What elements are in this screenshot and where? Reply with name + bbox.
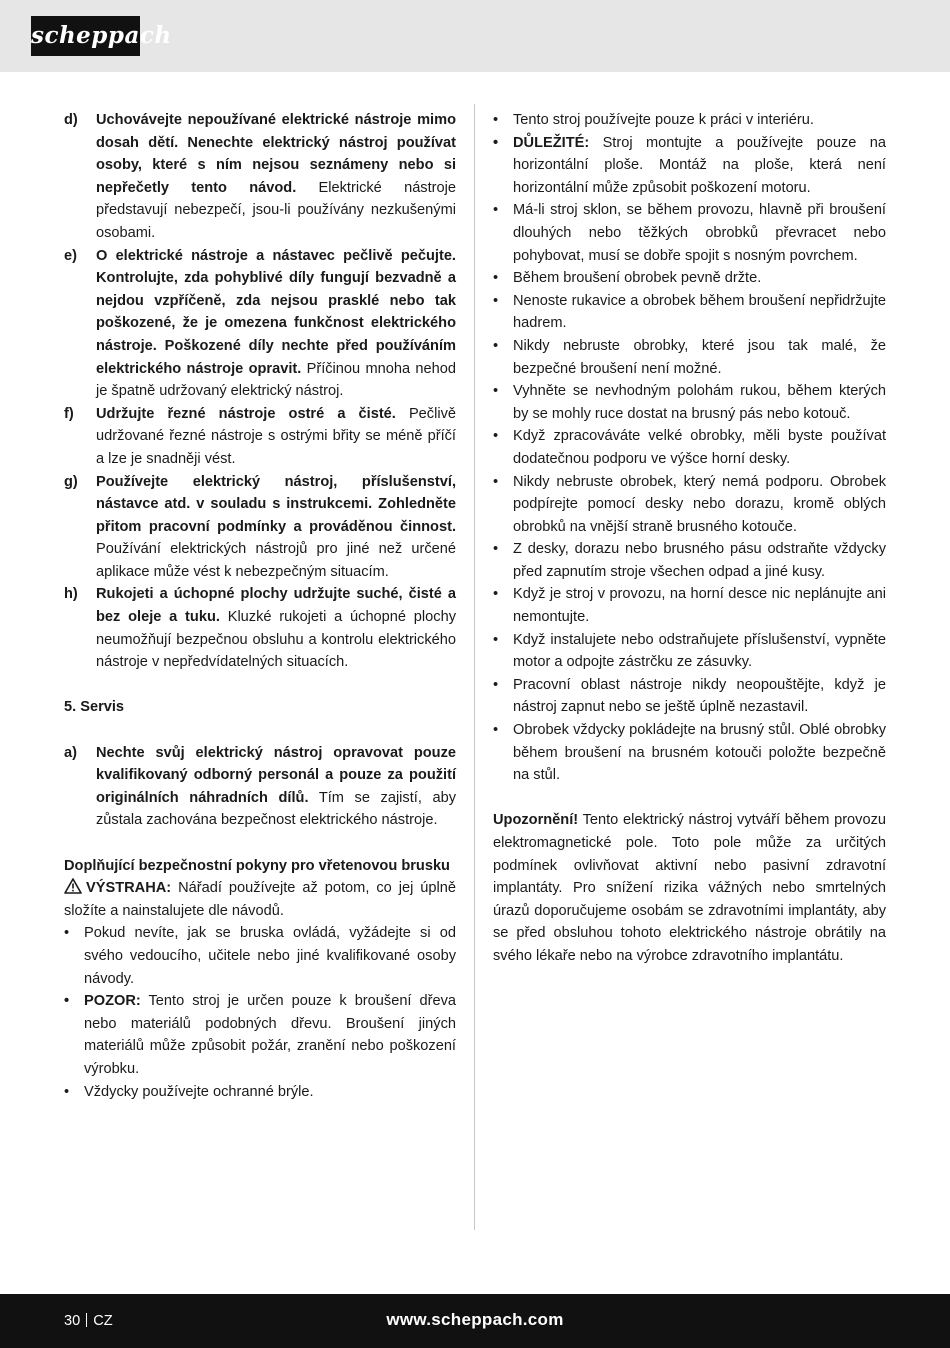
item-bold-text: POZOR: [84, 993, 141, 1010]
item-text [96, 109, 456, 245]
item-bold-text: Nechte svůj elektrický nástroj opravovat pouze kvalifikovaný odborný personál a pouze za použití originálních náhradních dílů. [96, 744, 456, 806]
list-item-h [64, 583, 456, 673]
column-divider [474, 104, 475, 1230]
page-number: 30 [64, 1313, 81, 1329]
warning-triangle-icon [64, 878, 82, 894]
item-plain-text: Tím se zajistí, aby zůstala zachována bezpečnost elektrického nástroje. [96, 789, 456, 829]
item-text [513, 290, 886, 335]
item-plain-text: Používání elektrických nástrojů pro jiné než určené aplikace může vést k nebezpečným situacím. [96, 541, 456, 580]
list-item [493, 132, 886, 200]
list-item [493, 471, 886, 539]
item-text [96, 742, 456, 832]
item-plain-text: Když instalujete nebo odstraňujete příslušenství, vypněte motor a odpojte zástrčku ze zásuvky. [513, 631, 886, 671]
item-plain-text: Nikdy nebruste obrobek, který nemá podporu. Obrobek podpírejte pomocí desky nebo dorazu, kromě oblých obrobků na vnější straně brusného kotouče. [513, 473, 886, 535]
item-plain-text: Pokud nevíte, jak se bruska ovládá, vyžádejte si od svého vedoucího, učitele nebo jiné kvalifikované osoby návody. [84, 925, 456, 987]
bullet-icon: • [64, 1083, 70, 1100]
bullet-icon: • [493, 270, 499, 287]
list-item-f [64, 403, 456, 471]
page-header [0, 0, 950, 72]
item-plain-text: Příčinou mnoha nehod je špatně udržovaný elektrický nástroj. [96, 360, 456, 400]
list-item [493, 335, 886, 380]
item-plain-text: Tento stroj používejte pouze k práci v interiéru. [513, 112, 814, 128]
notice-label: Upozornění! [493, 812, 579, 829]
item-text [96, 583, 456, 673]
bullet-icon: • [493, 292, 499, 309]
bullet-icon: • [493, 202, 499, 219]
item-label: a) [64, 744, 77, 761]
list-item-servis-a [64, 742, 456, 832]
item-bold-text: Rukojeti a úchopné plochy udržujte suché, čisté a bez oleje a tuku. [96, 586, 456, 626]
item-label: e) [64, 247, 77, 264]
item-plain-text: Když je stroj v provozu, na horní desce nic neplánujte ani nemontujte. [513, 586, 886, 626]
item-bold-text: Používejte elektrický nástroj, příslušenství, nástavce atd. v souladu s instrukcemi. Zohledněte přitom pracovní podmínky a prováděnou činnost. [96, 473, 456, 535]
item-plain-text: Když zpracováváte velké obrobky, měli byste používat dodatečnou podporu ve výšce horní desky. [513, 428, 886, 467]
item-text [84, 922, 456, 990]
item-text [513, 267, 886, 290]
section-heading-additional-safety: Doplňující bezpečnostní pokyny pro vřetenovou brusku [64, 857, 450, 874]
website-link[interactable]: www.scheppach.com [386, 1310, 564, 1329]
bullet-icon: • [493, 541, 499, 558]
item-label: h) [64, 586, 78, 603]
item-text [513, 425, 886, 470]
item-text [513, 109, 886, 132]
item-plain-text: Pečlivě udržované řezné nástroje s ostrými břity se méně příčí a lze je snadněji vést. [96, 405, 456, 467]
emf-notice-paragraph [493, 809, 886, 967]
bullet-icon: • [493, 383, 499, 400]
page-footer [0, 1294, 950, 1348]
list-item [493, 583, 886, 628]
list-item-g [64, 471, 456, 584]
bullet-icon: • [493, 428, 499, 445]
bullet-icon: • [493, 112, 499, 128]
list-item [493, 425, 886, 470]
item-text [84, 990, 456, 1080]
bullet-icon: • [64, 993, 70, 1010]
item-text [513, 380, 886, 425]
item-text [96, 403, 456, 471]
list-item [493, 290, 886, 335]
item-plain-text: Obrobek vždycky pokládejte na brusný stůl. Oblé obrobky během broušení na brusném kotouči položte bezpečně na stůl. [513, 722, 886, 784]
section-heading-servis: 5. Servis [64, 699, 125, 716]
item-plain-text: Elektrické nástroje představují nebezpečí, jsou-li používány nezkušenými osobami. [96, 179, 456, 241]
list-item [493, 629, 886, 674]
bullet-icon: • [493, 473, 499, 490]
item-plain-text: Má-li stroj sklon, se během provozu, hlavně při broušení dlouhých nebo těžkých obrobků převracet nebo pohybovat, musí se dobře spojit s nosným povrchem. [513, 202, 886, 264]
item-text [513, 674, 886, 719]
item-bold-text: Uchovávejte nepoužívané elektrické nástroje mimo dosah dětí. Nenechte elektrický nástroj používat osoby, které s ním nejsou seznámeny nebo si nepřečetly tento návod. [96, 112, 456, 196]
item-text [513, 719, 886, 787]
left-column [64, 109, 456, 1103]
item-plain-text: Nikdy nebruste obrobky, které jsou tak malé, že bezpečné broušení není možné. [513, 337, 886, 377]
item-bold-text: DŮLEŽITÉ: [513, 134, 590, 151]
item-plain-text: Stroj montujte a používejte pouze na horizontální ploše. Montáž na ploše, která není horizontální může způsobit poškození motoru. [513, 134, 886, 196]
item-text [513, 629, 886, 674]
item-plain-text: Během broušení obrobek pevně držte. [513, 270, 762, 287]
list-item [493, 719, 886, 787]
warning-paragraph [64, 877, 456, 922]
bullet-icon: • [493, 631, 499, 648]
item-text [513, 471, 886, 539]
bullet-icon: • [493, 337, 499, 354]
bullet-icon: • [493, 676, 499, 693]
brand-logo: scheppach [31, 16, 140, 56]
list-item [64, 1081, 456, 1104]
item-text [84, 1081, 456, 1104]
item-text [96, 245, 456, 403]
bullet-icon: • [493, 722, 499, 739]
bullet-icon: • [493, 586, 499, 603]
list-item [493, 109, 886, 132]
list-item [493, 380, 886, 425]
warning-label: VÝSTRAHA: [86, 880, 172, 897]
bullet-icon: • [493, 134, 499, 151]
item-label: d) [64, 112, 78, 128]
item-text [96, 471, 456, 584]
warning-text: Nářadí používejte až potom, co jej úplně složíte a nainstalujete dle návodů. [64, 880, 456, 919]
item-label: f) [64, 405, 74, 422]
list-item [493, 199, 886, 267]
list-item [493, 674, 886, 719]
item-text [513, 132, 886, 200]
item-plain-text: Vždycky používejte ochranné brýle. [84, 1083, 314, 1100]
item-bold-text: O elektrické nástroje a nástavec pečlivě pečujte. Kontrolujte, zda pohyblivé díly fungují bezvadně a nejdou vzpříčeně, zda nejsou prasklé nebo tak poškozené, že je omezena funkčnost elektrického nástroje. Poškozené díly nechte před používáním elektrického nástroje opravit. [96, 247, 456, 377]
item-text [513, 583, 886, 628]
list-item [493, 538, 886, 583]
item-text [513, 538, 886, 583]
item-plain-text: Kluzké rukojeti a úchopné plochy neumožňují bezpečnou obsluhu a kontrolu elektrického nástroje v nepředvídatelných situacích. [96, 609, 456, 671]
item-plain-text: Pracovní oblast nástroje nikdy neopouštějte, když je nástroj zapnut nebo se ještě úplně nezastavil. [513, 676, 886, 716]
item-text [513, 335, 886, 380]
list-item [64, 922, 456, 990]
item-label: g) [64, 473, 78, 490]
language-code: CZ [93, 1313, 113, 1329]
right-column [493, 109, 886, 968]
notice-text: Tento elektrický nástroj vytváří během provozu elektromagnetické pole. Toto pole může za určitých podmínek ovlivňovat aktivní nebo pasivní zdravotní implantáty. Pro snížení rizika vážných nebo smrtelných úrazů doporučujeme osobám se zdravotními implantáty, aby se před obsluhou tohoto elektrického nástroje obrátily na svého lékaře nebo na výrobce zdravotního implantátu. [493, 812, 886, 964]
item-plain-text: Vyhněte se nevhodným polohám rukou, během kterých by se mohly ruce dostat na brusný pás nebo kotouč. [513, 383, 886, 422]
list-item-d [64, 109, 456, 245]
list-item [64, 990, 456, 1080]
list-item [493, 267, 886, 290]
list-item-e [64, 245, 456, 403]
item-plain-text: Nenoste rukavice a obrobek během broušení nepřidržujte hadrem. [513, 292, 886, 332]
item-plain-text: Z desky, dorazu nebo brusného pásu odstraňte vždycky před zapnutím stroje všechen odpad a jiné kusy. [513, 541, 886, 580]
item-text [513, 199, 886, 267]
bullet-icon: • [64, 925, 70, 942]
item-bold-text: Udržujte řezné nástroje ostré a čisté. [96, 405, 396, 422]
item-plain-text: Tento stroj je určen pouze k broušení dřeva nebo materiálů podobných dřevu. Broušení jiných materiálů může způsobit požár, zranění nebo poškození výrobku. [84, 993, 456, 1077]
